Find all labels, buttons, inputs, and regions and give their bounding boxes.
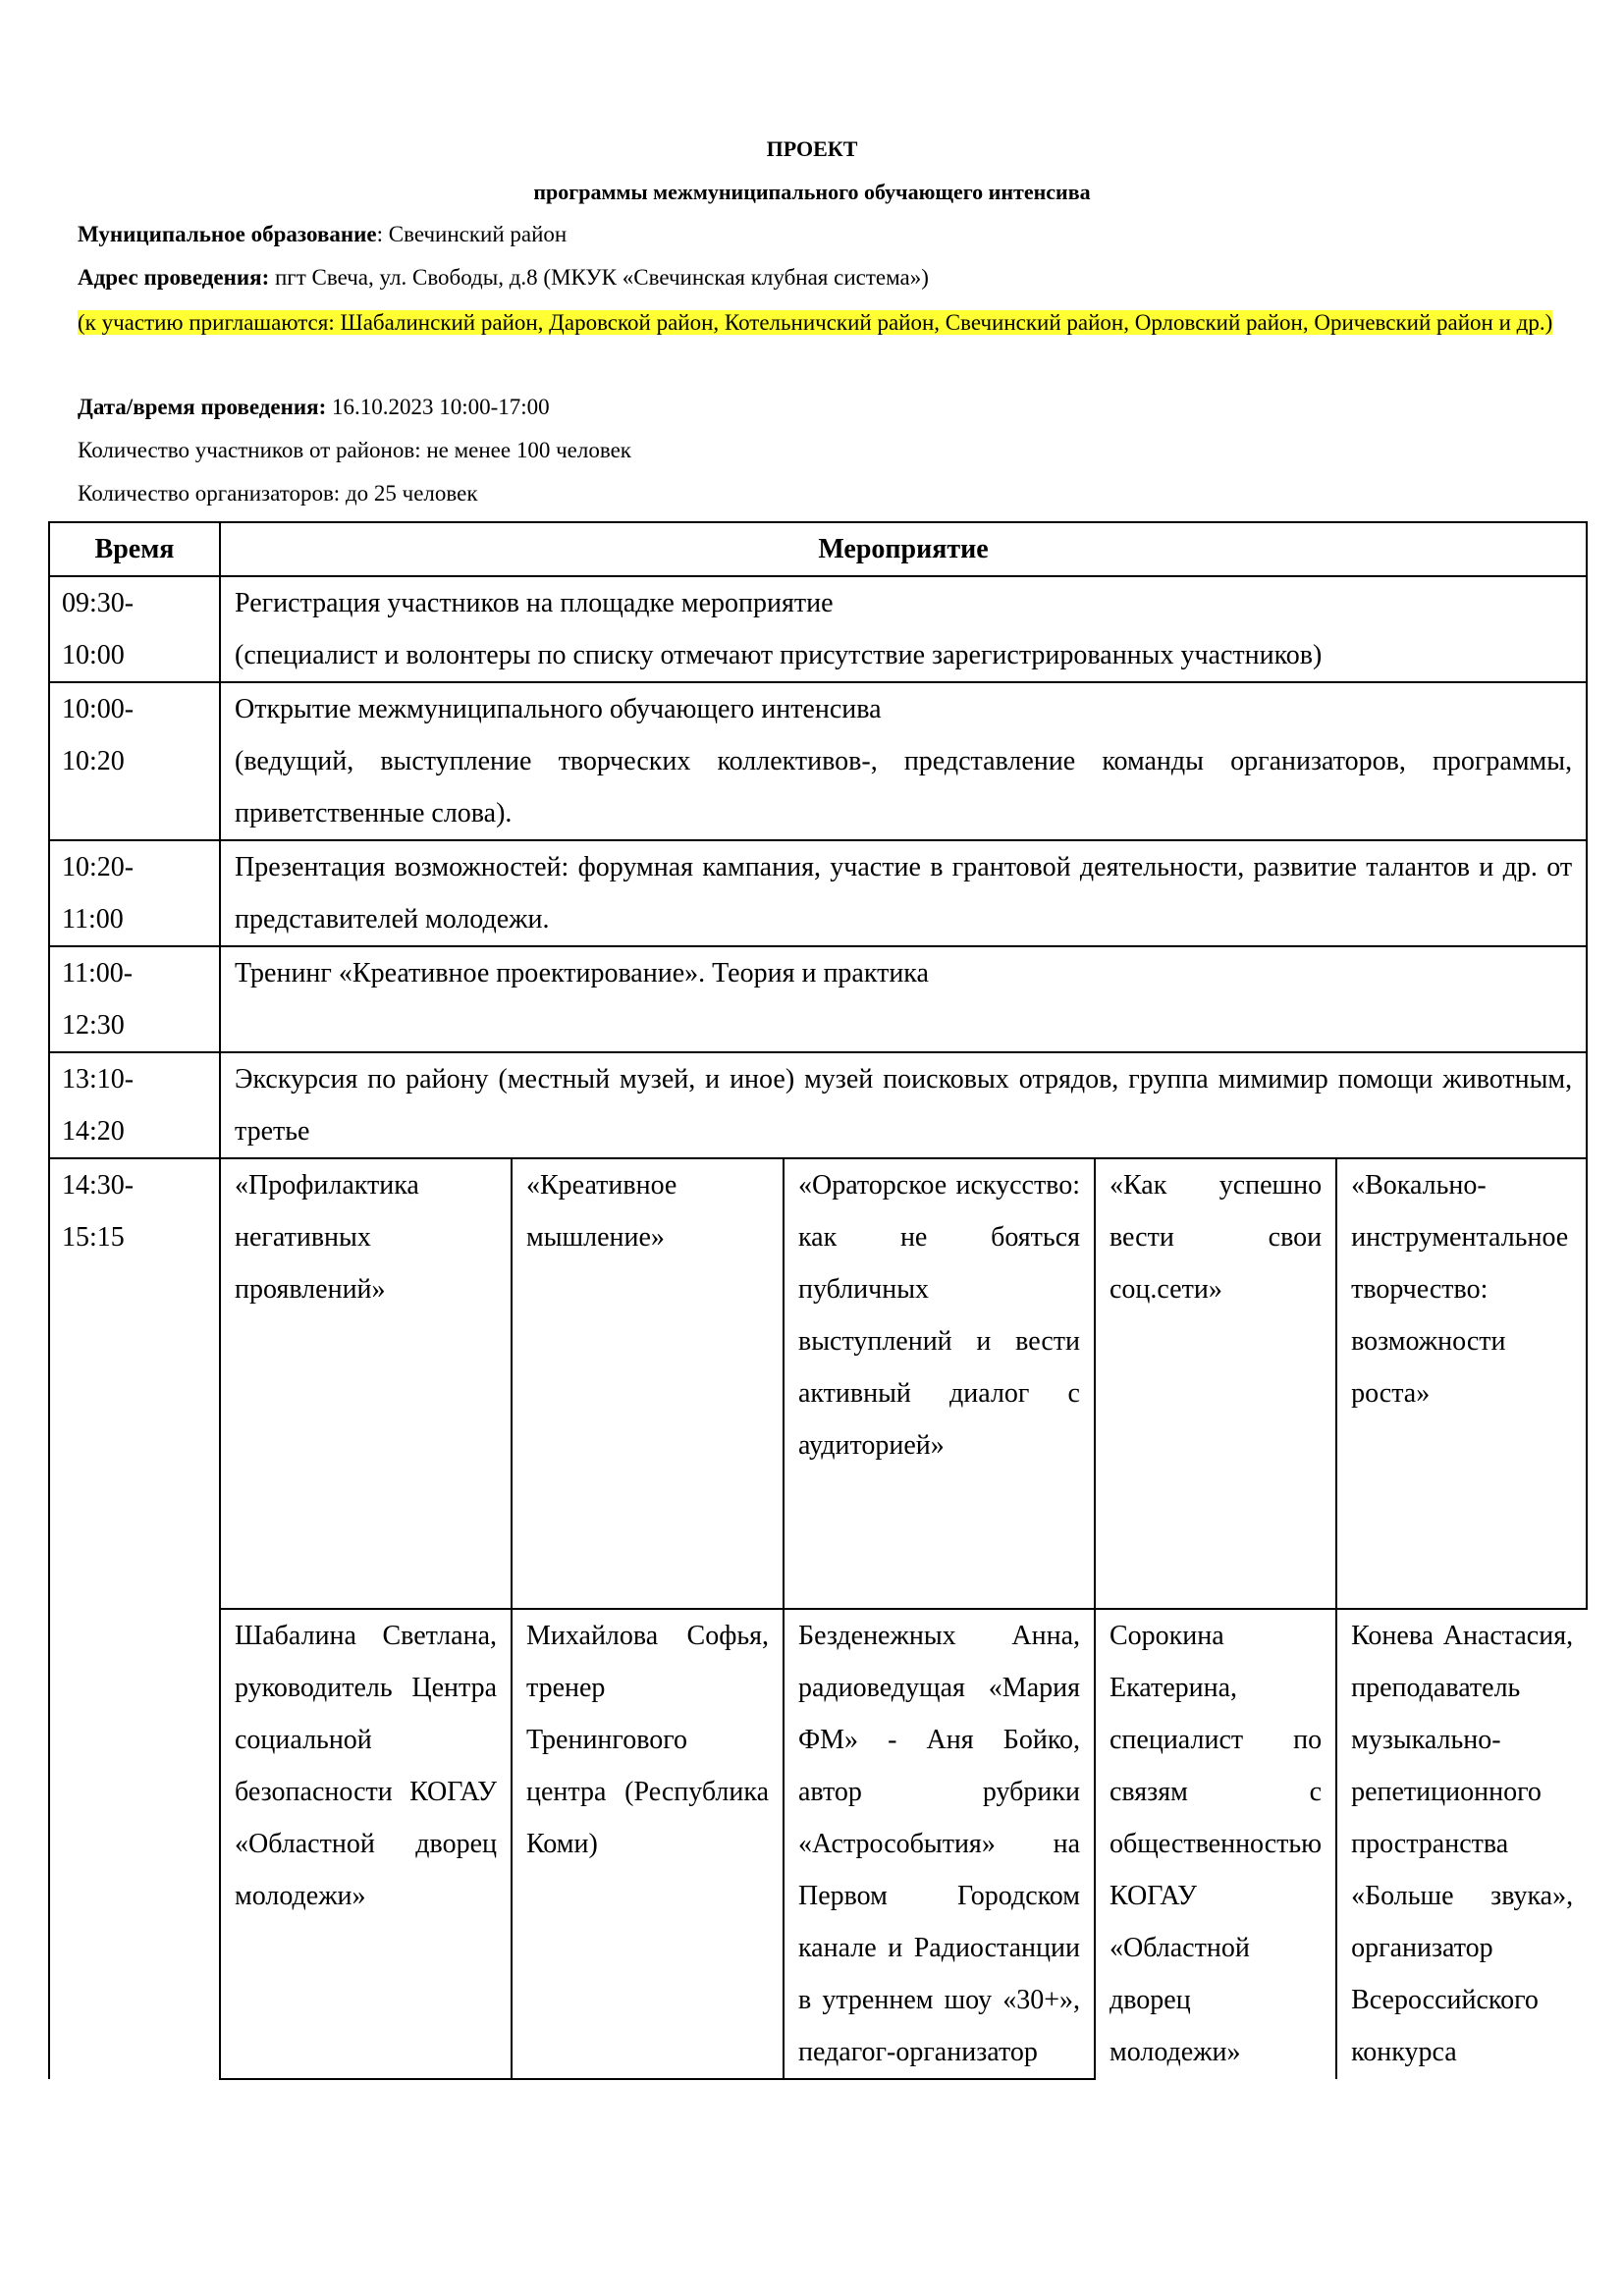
- document-title: ПРОЕКТ: [766, 136, 858, 161]
- workshop-topic-cell: [512, 1158, 784, 1609]
- table-row: [49, 576, 1587, 682]
- speaker-info: Михайлова Софья, тренер Тренингового центра (Республика Коми): [526, 1621, 769, 1859]
- address-line: [78, 265, 929, 291]
- time-end: 12:30: [62, 1010, 125, 1041]
- time-start: 14:30-: [62, 1170, 135, 1201]
- time-end: 11:00: [62, 904, 124, 934]
- event-title: Открытие межмуниципального обучающего интенсива: [235, 694, 882, 724]
- datetime-label: Дата/время проведения:: [78, 395, 327, 419]
- time-cell: [49, 682, 220, 840]
- municipality-line: [78, 222, 567, 247]
- document-subtitle: программы межмуниципального обучающего интенсива: [533, 180, 1091, 204]
- event-column-header: Мероприятие: [220, 522, 1587, 576]
- time-cell: [49, 576, 220, 682]
- program-table: [48, 521, 1588, 2080]
- workshop-topics-row: [49, 1158, 1587, 1609]
- time-start: 10:20-: [62, 852, 135, 882]
- time-column-header: Время: [49, 522, 220, 576]
- event-cell: Тренинг «Креативное проектирование». Теория и практика: [220, 946, 1587, 1052]
- time-start: 09:30-: [62, 588, 135, 618]
- table-row: [49, 840, 1587, 946]
- datetime-value: 16.10.2023 10:00-17:00: [326, 395, 550, 419]
- table-row: [49, 682, 1587, 840]
- time-cell: [49, 1158, 220, 2079]
- workshop-topic: «Профилактика негативных проявлений»: [235, 1170, 419, 1305]
- datetime-line: [78, 395, 550, 420]
- time-cell: [49, 1052, 220, 1158]
- event-title: Регистрация участников на площадке мероприятие: [235, 588, 834, 618]
- event-cell: Презентация возможностей: форумная кампания, участие в грантовой деятельности, развитие талантов и др. от представителей молодежи.: [220, 840, 1587, 946]
- workshop-topic: «Вокально-инструментальное творчество: возможности роста»: [1351, 1170, 1569, 1409]
- organizers-count: Количество организаторов: до 25 человек: [78, 481, 478, 506]
- time-end: 14:20: [62, 1116, 125, 1147]
- event-cell: [220, 682, 1587, 840]
- event-details: (специалист и волонтеры по списку отмечают присутствие зарегистрированных участников): [235, 640, 1323, 670]
- speaker-cell: [512, 1609, 784, 2079]
- workshop-topic: «Креативное мышление»: [526, 1170, 677, 1253]
- time-end: 15:15: [62, 1222, 125, 1253]
- workshop-speakers-row: [49, 1609, 1587, 2079]
- time-end: 10:20: [62, 746, 125, 776]
- speaker-info: Сорокина Екатерина, специалист по связям с общественностью КОГАУ «Областной дворец молодежи»: [1110, 1621, 1323, 2067]
- workshop-topic-cell: [220, 1158, 512, 1609]
- workshop-topic: «Как успешно вести свои соц.сети»: [1110, 1170, 1323, 1305]
- municipality-label: Муниципальное образование: [78, 222, 377, 246]
- event-details: (ведущий, выступление творческих коллективов-, представление команды организаторов, программы, приветственные слова).: [235, 746, 1573, 828]
- table-header-row: [49, 522, 1587, 576]
- address-value: пгт Свеча, ул. Свободы, д.8 (МКУК «Свечинская клубная система»): [269, 265, 929, 290]
- speaker-info: Шабалина Светлана, руководитель Центра социальной безопасности КОГАУ «Областной дворец молодежи»: [235, 1621, 497, 1911]
- speaker-info: Безденежных Анна, радиоведущая «Мария ФМ» - Аня Бойко, автор рубрики «Астрособытия» на Первом Городском канале и Радиостанции в утреннем шоу «30+», педагог-организатор: [798, 1621, 1080, 2067]
- municipality-value: : Свечинский район: [376, 222, 568, 246]
- speaker-cell: [1095, 1609, 1336, 2079]
- table-row: [49, 1052, 1587, 1158]
- time-start: 10:00-: [62, 694, 135, 724]
- invited-note: [78, 301, 1556, 345]
- speaker-cell: [784, 1609, 1095, 2079]
- workshop-topic-cell: [784, 1158, 1095, 1609]
- workshop-topic-cell: [1336, 1158, 1587, 1609]
- event-cell: Экскурсия по району (местный музей, и иное) музей поисковых отрядов, группа мимимир помощи животным, третье: [220, 1052, 1587, 1158]
- speaker-info: Конева Анастасия, преподаватель музыкально-репетиционного пространства «Больше звука», организатор Всероссийского конкурса: [1351, 1621, 1574, 2067]
- table-row: [49, 946, 1587, 1052]
- invited-note-text: (к участию приглашаются: Шабалинский район, Даровской район, Котельничский район, Свечинский район, Орловский район, Оричевский район и др.): [78, 310, 1553, 335]
- time-cell: [49, 946, 220, 1052]
- participants-count: Количество участников от районов: не менее 100 человек: [78, 438, 631, 462]
- time-end: 10:00: [62, 640, 125, 670]
- time-start: 13:10-: [62, 1064, 135, 1095]
- time-start: 11:00-: [62, 958, 134, 988]
- speaker-cell: [220, 1609, 512, 2079]
- address-label: Адрес проведения:: [78, 265, 270, 290]
- workshop-topic: «Ораторское искусство: как не бояться публичных выступлений и вести активный диалог с аудиторией»: [798, 1170, 1080, 1461]
- event-cell: [220, 576, 1587, 682]
- speaker-cell: [1336, 1609, 1587, 2079]
- time-cell: [49, 840, 220, 946]
- workshop-topic-cell: [1095, 1158, 1336, 1609]
